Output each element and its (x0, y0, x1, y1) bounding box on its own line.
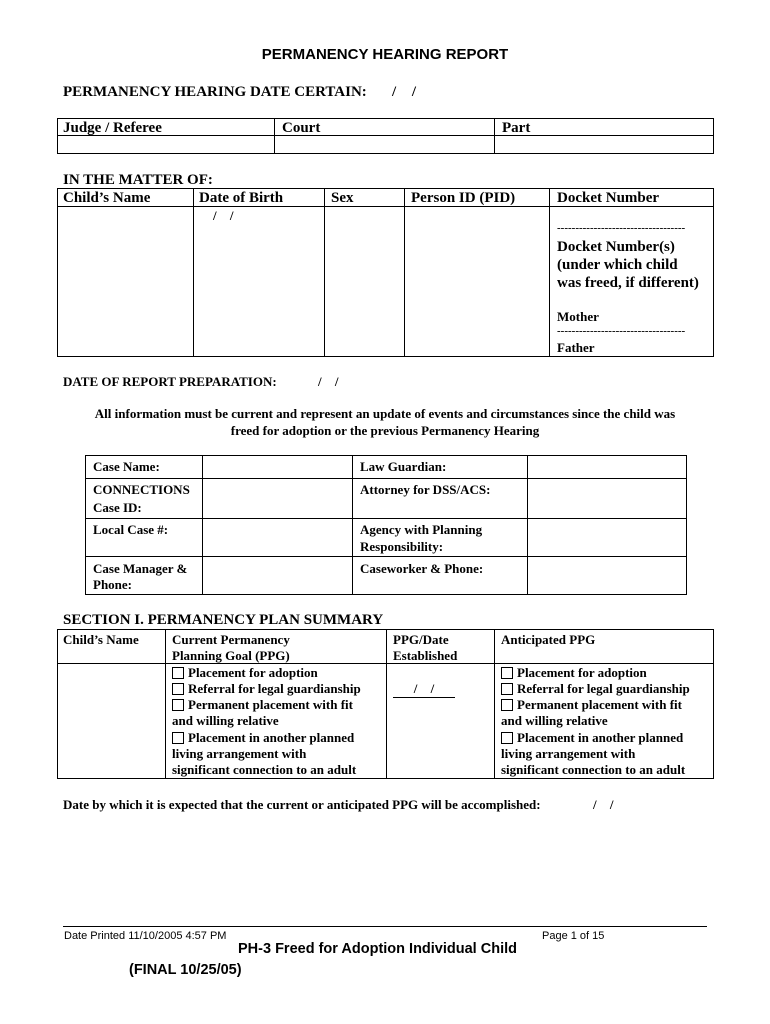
date-of-birth-header: Date of Birth (199, 190, 284, 206)
law-guardian-field[interactable] (528, 456, 686, 477)
anticipated-ppg-header: Anticipated PPG (501, 632, 596, 647)
judge-referee-header: Judge / Referee (63, 120, 162, 136)
anticipated-option-another-line3: significant connection to an adult (501, 762, 686, 777)
notice-line1: All information must be current and represent an update of events and circumstances since the child was (94, 406, 676, 421)
anticipated-option-adoption[interactable]: Placement for adoption (501, 665, 647, 681)
connections-label: CONNECTIONS (93, 482, 190, 497)
mother-label: Mother (557, 309, 599, 324)
docket-divider: ----------------------------------- (557, 222, 686, 234)
case-manager-field[interactable] (203, 557, 351, 594)
ppg-date-value[interactable]: / / (393, 681, 455, 698)
attorney-field[interactable] (528, 479, 686, 517)
caseworker-label: Caseworker & Phone: (360, 561, 484, 576)
part-header: Part (502, 120, 531, 136)
matter-heading: IN THE MATTER OF: (63, 172, 213, 188)
current-option-fit-relative-line2: and willing relative (172, 713, 279, 728)
report-prep-label: DATE OF REPORT PREPARATION: (63, 374, 277, 389)
checkbox-icon[interactable] (172, 683, 184, 695)
current-option-another[interactable]: Placement in another planned (172, 730, 354, 746)
form-title: PH-3 Freed for Adoption Individual Child (238, 941, 517, 957)
checkbox-icon[interactable] (501, 683, 513, 695)
expected-date-label: Date by which it is expected that the current or anticipated PPG will be accomplished: (63, 797, 541, 812)
caseworker-field[interactable] (528, 557, 686, 594)
current-option-another-line3: significant connection to an adult (172, 762, 357, 777)
court-header: Court (282, 120, 321, 136)
anticipated-option-another-line2: living arrangement with (501, 746, 636, 761)
checkbox-icon[interactable] (172, 667, 184, 679)
current-option-another-line2: living arrangement with (172, 746, 307, 761)
agency-field[interactable] (528, 519, 686, 555)
part-field[interactable] (495, 137, 713, 153)
anticipated-option-another[interactable]: Placement in another planned (501, 730, 683, 746)
anticipated-option-fit-relative[interactable]: Permanent placement with fit (501, 697, 682, 713)
case-manager-label-line2: Phone: (93, 577, 132, 592)
checkbox-icon[interactable] (172, 699, 184, 711)
docket-number-header: Docket Number (557, 190, 660, 206)
case-id-label: Case ID: (93, 500, 142, 515)
dob-value[interactable]: / / (213, 208, 234, 223)
current-ppg-header-line2: Planning Goal (PPG) (172, 648, 290, 663)
local-case-label: Local Case #: (93, 522, 169, 537)
parent-divider: ----------------------------------- (557, 325, 686, 337)
anticipated-option-fit-relative-line2: and willing relative (501, 713, 608, 728)
page-title: PERMANENCY HEARING REPORT (261, 46, 509, 63)
hearing-date-label: PERMANENCY HEARING DATE CERTAIN: (63, 84, 367, 100)
current-option-fit-relative[interactable]: Permanent placement with fit (172, 697, 353, 713)
local-case-field[interactable] (203, 519, 351, 555)
checkbox-icon[interactable] (501, 699, 513, 711)
checkbox-icon[interactable] (501, 667, 513, 679)
docket-freed-line3: was freed, if different) (557, 275, 699, 291)
connections-case-id-field[interactable] (203, 479, 351, 517)
attorney-label: Attorney for DSS/ACS: (360, 482, 491, 497)
notice-line2: freed for adoption or the previous Permanency Hearing (230, 423, 540, 438)
ppg-date-header-line2: Established (393, 648, 458, 663)
current-option-adoption[interactable]: Placement for adoption (172, 665, 318, 681)
hearing-date-value[interactable]: / / (392, 84, 417, 100)
father-label: Father (557, 340, 595, 355)
ppg-date-header-line1: PPG/Date (393, 632, 449, 647)
ppg-child-name-field[interactable] (58, 664, 164, 778)
anticipated-option-guardianship[interactable]: Referral for legal guardianship (501, 681, 690, 697)
law-guardian-label: Law Guardian: (360, 459, 447, 474)
footer-divider (63, 926, 707, 927)
checkbox-icon[interactable] (172, 732, 184, 744)
docket-freed-line1: Docket Number(s) (557, 239, 675, 255)
current-ppg-header-line1: Current Permanency (172, 632, 290, 647)
person-id-header: Person ID (PID) (411, 190, 516, 206)
court-field[interactable] (275, 137, 493, 153)
current-option-guardianship[interactable]: Referral for legal guardianship (172, 681, 361, 697)
date-printed: Date Printed 11/10/2005 4:57 PM (64, 930, 227, 942)
childs-name-header: Child’s Name (63, 190, 151, 206)
expected-date-value[interactable]: / / (593, 797, 614, 812)
section1-heading: SECTION I. PERMANENCY PLAN SUMMARY (63, 612, 384, 628)
report-prep-value[interactable]: / / (318, 374, 339, 389)
case-name-label: Case Name: (93, 459, 160, 474)
case-name-field[interactable] (203, 456, 351, 477)
docket-freed-line2: (under which child (557, 257, 678, 273)
sex-header: Sex (331, 190, 354, 206)
agency-label-line2: Responsibility: (360, 539, 444, 554)
form-version: (FINAL 10/25/05) (129, 962, 242, 978)
case-manager-label-line1: Case Manager & (93, 561, 188, 576)
checkbox-icon[interactable] (501, 732, 513, 744)
ppg-childs-name-header: Child’s Name (63, 632, 139, 647)
judge-referee-field[interactable] (58, 137, 273, 153)
agency-label-line1: Agency with Planning (360, 522, 483, 537)
page-number: Page 1 of 15 (542, 930, 605, 942)
